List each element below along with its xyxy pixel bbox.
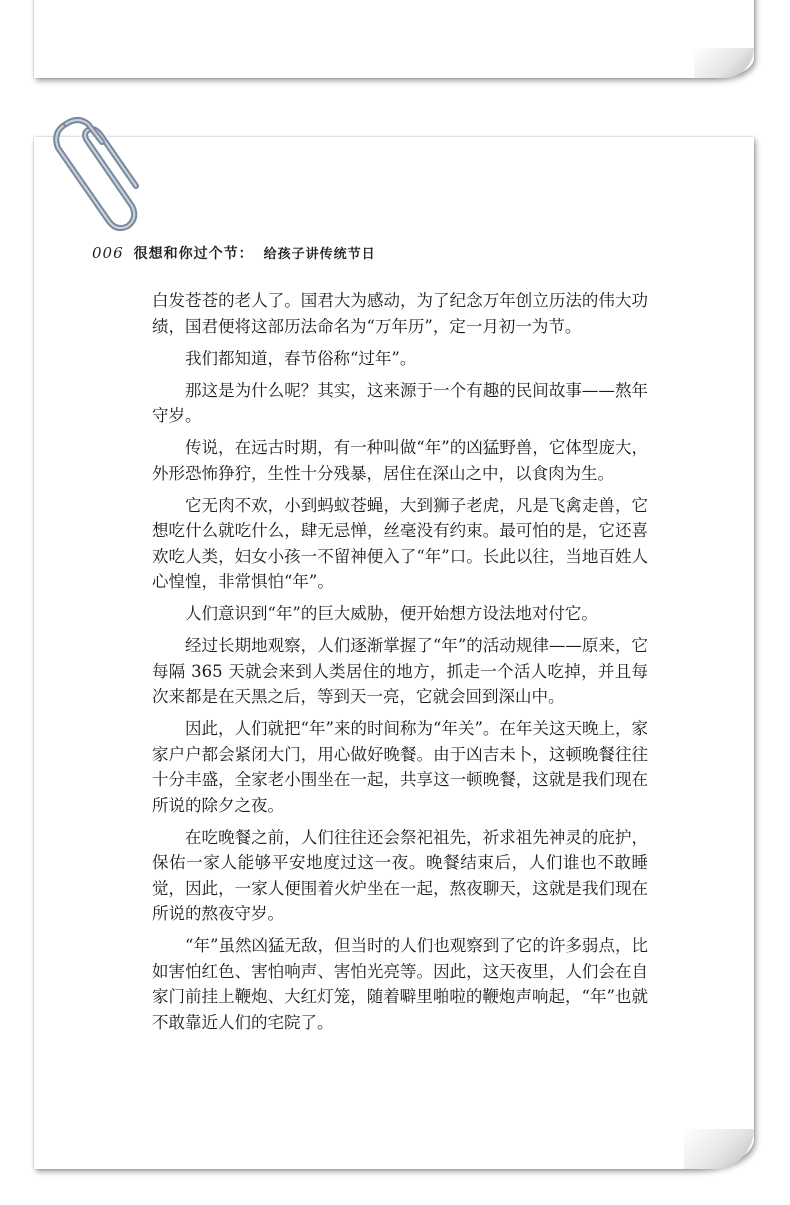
page-curl <box>694 48 754 78</box>
paragraph: 经过长期地观察，人们逐渐掌握了“年”的活动规律——原来，它每隔 365 天就会来到人类居住的地方，抓走一个活人吃掉，并且每次来都是在天黑之后，等到天一亮，它就会回到深山中。 <box>152 636 648 706</box>
paragraph: 因此，人们就把“年”来的时间称为“年关”。在年关这天晚上，家家户户都会紧闭大门，用心做好晚餐。由于凶吉未卜，这顿晚餐往往十分丰盛，全家老小围坐在一起，共享这一顿晚餐，这就是我们现在所说的除夕之夜。 <box>152 719 648 815</box>
page-number: 006 <box>92 244 124 262</box>
paragraph: 传说，在远古时期，有一种叫做“年”的凶猛野兽，它体型庞大，外形恐怖狰狞，生性十分残暴，居住在深山之中，以食肉为生。 <box>152 438 648 483</box>
paragraph: 那这是为什么呢？其实，这来源于一个有趣的民间故事——熬年守岁。 <box>152 380 648 425</box>
body-text <box>152 288 648 1042</box>
paragraph: 人们意识到“年”的巨大威胁，便开始想方设法地对付它。 <box>185 604 598 623</box>
paperclip-icon <box>44 110 144 240</box>
previous-page-sheet <box>34 0 754 78</box>
paragraph: 在吃晚餐之前，人们往往还会祭祀祖先，祈求祖先神灵的庇护，保佑一家人能够平安地度过这一夜。晚餐结束后，人们谁也不敢睡觉，因此，一家人便围着火炉坐在一起，熬夜聊天，这就是我们现在所说的熬夜守岁。 <box>152 827 648 923</box>
book-title: 很想和你过个节： <box>133 246 254 262</box>
running-header <box>92 243 376 265</box>
paragraph: 白发苍苍的老人了。国君大为感动，为了纪念万年创立历法的伟大功绩，国君便将这部历法命名为“万年历”，定一月初一为节。 <box>152 291 648 336</box>
paragraph: 我们都知道，春节俗称“过年”。 <box>185 348 417 368</box>
paragraph: “年”虽然凶猛无敌，但当时的人们也观察到了它的许多弱点，比如害怕红色、害怕响声、害怕光亮等。因此，这天夜里，人们会在自家门前挂上鞭炮、大红灯笼，随着噼里啪啦的鞭炮声响起，“年”也就不敢靠近人们的宅院了。 <box>152 936 648 1032</box>
page-curl <box>684 1129 754 1169</box>
paragraph: 它无肉不欢，小到蚂蚁苍蝇，大到狮子老虎，凡是飞禽走兽，它想吃什么就吃什么，肆无忌惮，丝毫没有约束。最可怕的是，它还喜欢吃人类，妇女小孩一不留神便入了“年”口。长此以往，当地百姓人心惶惶，非常惧怕“年”。 <box>152 495 648 591</box>
book-subtitle: 给孩子讲传统节日 <box>263 247 376 262</box>
